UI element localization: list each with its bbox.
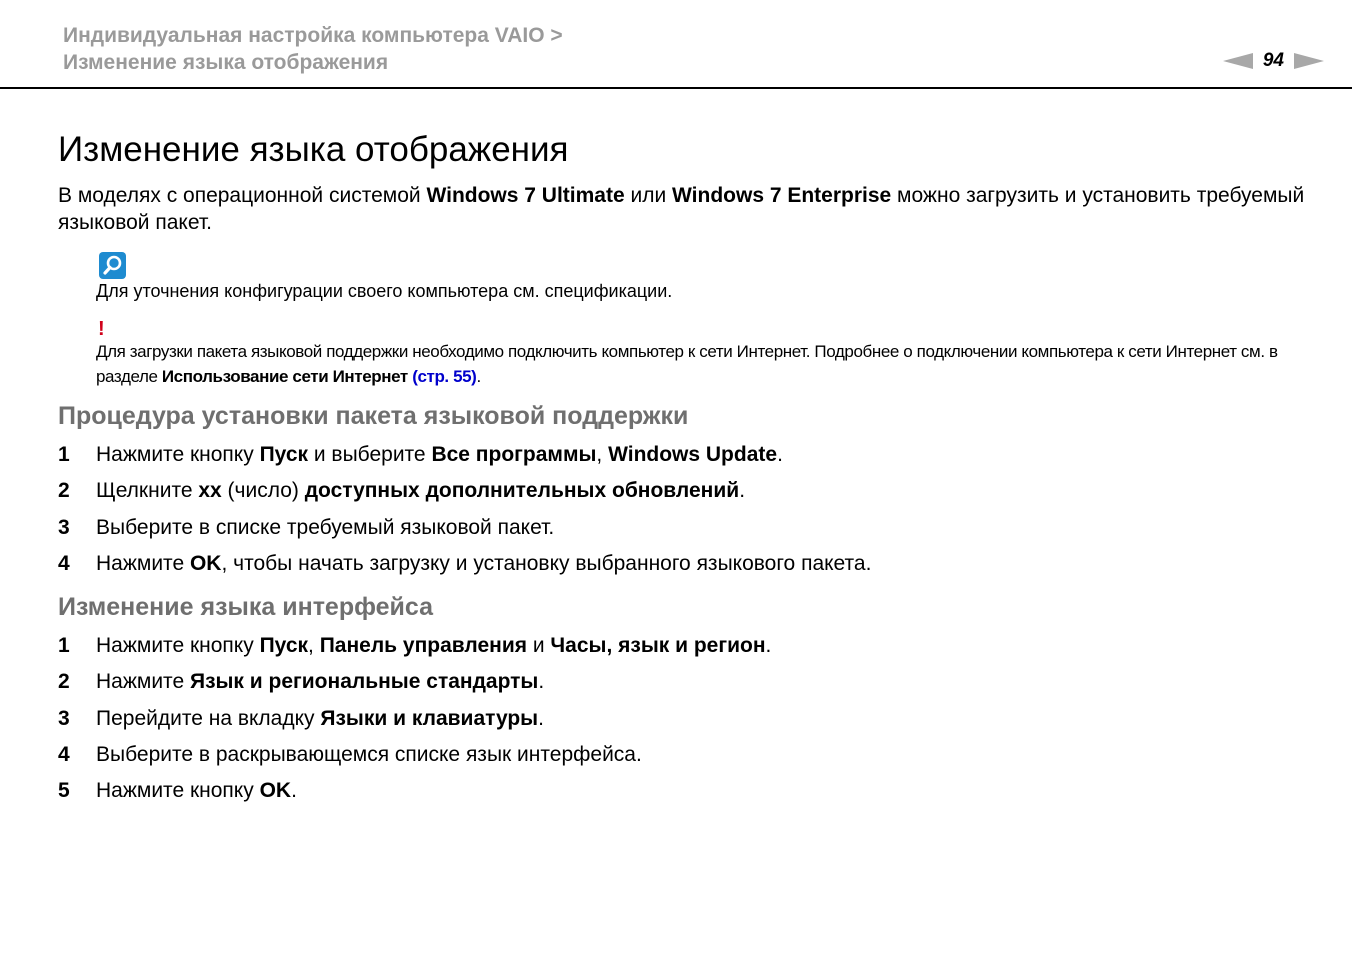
magnifier-icon: [99, 252, 126, 279]
page-title: Изменение языка отображения: [58, 130, 569, 169]
step-number: 1: [58, 443, 70, 466]
arrow-left-icon[interactable]: [1223, 53, 1253, 69]
warning-bold-reference: Использование сети Интернет: [161, 367, 408, 386]
page-navigator: [1223, 50, 1324, 72]
warning-period: .: [476, 367, 481, 386]
step-text: Нажмите кнопку Пуск, Панель управления и Часы, язык и регион.: [96, 634, 772, 657]
step-text: Щелкните xx (число) доступных дополнительных обновлений.: [96, 479, 746, 503]
section-heading-interface: Изменение языка интерфейса: [58, 593, 434, 621]
intro-bold-os-1: Windows 7 Ultimate: [426, 184, 625, 207]
step-number: 3: [58, 706, 70, 730]
intro-text: или: [624, 184, 673, 207]
intro-paragraph: [58, 182, 1318, 236]
breadcrumb-chapter[interactable]: Индивидуальная настройка компьютера VAIO >: [63, 24, 563, 47]
note-text: Для уточнения конфигурации своего компьютера см. спецификации.: [96, 281, 673, 301]
section-heading-install: Процедура установки пакета языковой поддержки: [58, 402, 689, 430]
step-text: Нажмите OK, чтобы начать загрузку и установку выбранного языкового пакета.: [96, 551, 872, 575]
page-number: 94: [1262, 50, 1284, 71]
step-text: Нажмите Язык и региональные стандарты.: [96, 670, 545, 694]
warning-icon: !: [98, 318, 105, 340]
step-text: Нажмите кнопку OK.: [96, 779, 297, 803]
step-number: 4: [58, 551, 70, 575]
step-text: Перейдите на вкладку Языки и клавиатуры.: [96, 706, 544, 730]
step-number: 3: [58, 515, 70, 539]
intro-bold-os-2: Windows 7 Enterprise: [672, 184, 892, 207]
warning-text: [96, 339, 1296, 389]
step-number: 4: [58, 742, 70, 766]
intro-text: можно загрузить и установить требуемый языковой пакет.: [58, 184, 1305, 234]
step-text: Нажмите кнопку Пуск и выберите Все программы, Windows Update.: [96, 443, 783, 466]
step-number: 5: [58, 779, 70, 803]
step-number: 1: [58, 634, 70, 657]
step-text: Выберите в раскрывающемся списке язык интерфейса.: [96, 742, 642, 766]
step-number: 2: [58, 479, 70, 503]
warning-body: Для загрузки пакета языковой поддержки необходимо подключить компьютер к сети Интернет. Подробнее о подключении компьютера к сети Интернет см. в разделе: [96, 342, 1278, 386]
intro-text: В моделях с операционной системой: [58, 184, 427, 207]
page-link[interactable]: (стр. 55): [412, 367, 477, 386]
step-number: 2: [58, 670, 70, 694]
step-text: Выберите в списке требуемый языковой пакет.: [96, 515, 555, 539]
page-header: [0, 0, 1352, 89]
breadcrumb-section: Изменение языка отображения: [63, 51, 389, 74]
arrow-right-icon[interactable]: [1294, 53, 1324, 69]
